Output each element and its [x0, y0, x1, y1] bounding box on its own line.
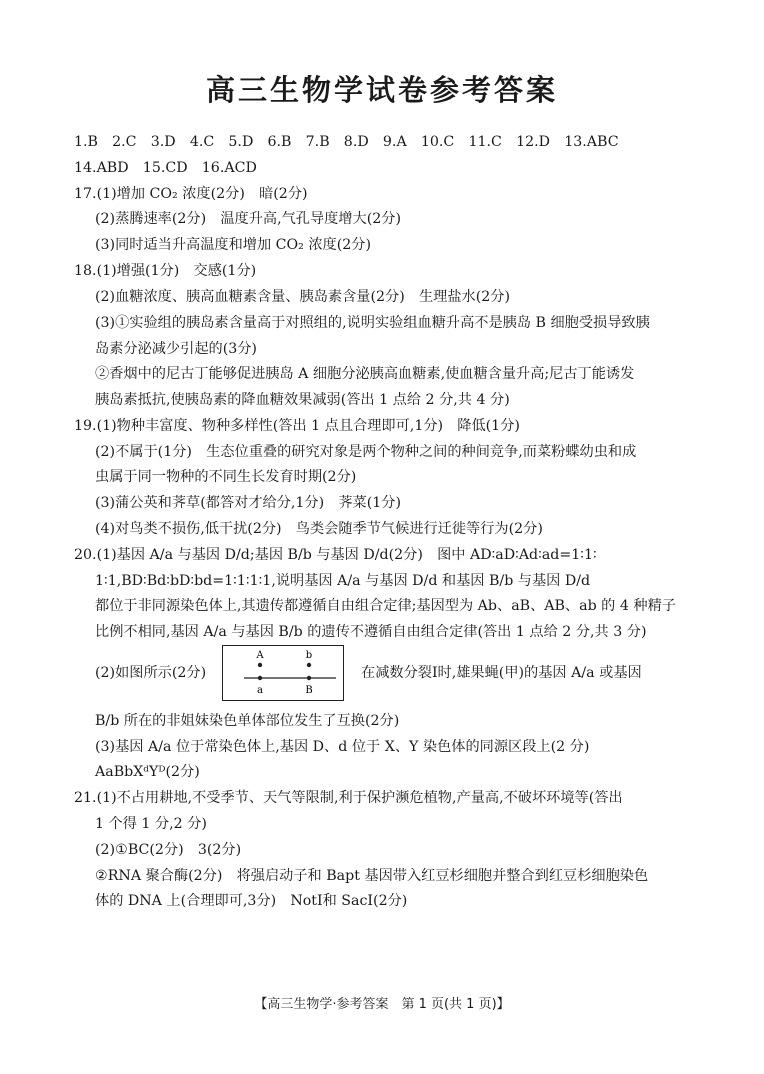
answer-line-q19-5: (4)对鸟类不损伤,低干扰(2分) 鸟类会随季节气候进行迁徙等行为(2分): [95, 521, 543, 537]
answer-line-q18-6: 胰岛素抵抗,使胰岛素的降血糖效果减弱(答出 1 点给 2 分,共 4 分): [95, 392, 510, 408]
answer-line-q20-diagram-text: 在减数分裂Ⅰ时,雄果蝇(甲)的基因 A/a 或基因: [361, 665, 642, 681]
answer-line-q21-2: 1 个得 1 分,2 分): [95, 816, 207, 832]
answer-line-q19-1: 19.(1)物种丰富度、物种多样性(答出 1 点且合理即可,1分) 降低(1分): [74, 418, 520, 434]
gene-dot-A: [258, 663, 262, 667]
diagram-frame: [223, 646, 344, 701]
answer-line-mc-2: 14.ABD 15.CD 16.ACD: [74, 160, 257, 176]
answer-line-q20-3: 都位于非同源染色体上,其遗传都遵循自由组合定律;基因型为 Ab、aB、AB、ab 的 4 种精子: [95, 598, 676, 614]
answer-line-q18-5: ②香烟中的尼古丁能够促进胰岛 A 细胞分泌胰高血糖素,使血糖含量升高;尼古丁能诱发: [95, 366, 635, 382]
gene-label-b: b: [305, 650, 313, 661]
gene-label-A: A: [256, 650, 264, 661]
answer-line-q20-7: AaBbXᵈYᴰ(2分): [95, 764, 200, 780]
answer-line-q18-1: 18.(1)增强(1分) 交感(1分): [74, 263, 257, 279]
gene-dot-b: [307, 663, 311, 667]
answer-line-q17-2: (2)蒸腾速率(2分) 温度升高,气孔导度增大(2分): [95, 211, 401, 227]
answer-line-q18-3: (3)①实验组的胰岛素含量高于对照组的,说明实验组血糖升高不是胰岛 B 细胞受损导致胰: [95, 315, 650, 331]
answer-line-q20-1: 20.(1)基因 A/a 与基因 D/d;基因 B/b 与基因 D/d(2分) 图中 AD∶aD∶Ad∶ad=1∶1∶: [74, 547, 597, 563]
answer-line-q20-6: (3)基因 A/a 位于常染色体上,基因 D、d 位于 X、Y 染色体的同源区段上(2 分): [95, 739, 590, 755]
answer-line-q21-5: 体的 DNA 上(合理即可,3分) NotⅠ和 SacⅠ(2分): [95, 893, 408, 909]
page-footer: 【高三生物学·参考答案 第 1 页(共 1 页)】: [254, 997, 510, 1012]
answer-line-q18-4: 岛素分泌减少引起的(3分): [95, 341, 257, 357]
gene-dot-a: [258, 676, 262, 680]
chromosome-diagram: [222, 645, 344, 701]
answer-line-q19-2: (2)不属于(1分) 生态位重叠的研究对象是两个物种之间的种间竞争,而菜粉蝶幼虫和成: [95, 444, 637, 460]
gene-label-B: B: [305, 685, 313, 696]
page-title: 高三生物学试卷参考答案: [205, 73, 558, 107]
answer-line-q21-1: 21.(1)不占用耕地,不受季节、天气等限制,利于保护濒危植物,产量高,不破坏环境等(答出: [74, 790, 623, 806]
answer-line-q20-2: 1∶1,BD∶Bd∶bD∶bd=1∶1∶1∶1,说明基因 A/a 与基因 D/d 和基因 B/b 与基因 D/d: [95, 573, 591, 589]
answer-line-q18-2: (2)血糖浓度、胰高血糖素含量、胰岛素含量(2分) 生理盐水(2分): [95, 289, 510, 305]
answer-line-q20-diagram-label: (2)如图所示(2分): [95, 665, 207, 681]
answer-line-q17-1: 17.(1)增加 CO₂ 浓度(2分) 暗(2分): [74, 186, 308, 202]
answer-line-q21-4: ②RNA 聚合酶(2分) 将强启动子和 Bapt 基因带入红豆杉细胞并整合到红豆杉细胞染色: [95, 868, 649, 884]
answer-line-q20-4: 比例不相同,基因 A/a 与基因 B/b 的遗传不遵循自由组合定律(答出 1 点给 2 分,共 3 分): [95, 624, 647, 640]
answer-line-q17-3: (3)同时适当升高温度和增加 CO₂ 浓度(2分): [95, 237, 372, 253]
answer-line-q20-5: B/b 所在的非姐妹染色单体部位发生了互换(2分): [95, 713, 400, 729]
answer-line-q19-4: (3)蒲公英和荠草(都答对才给分,1分) 荠菜(1分): [95, 495, 401, 511]
gene-label-a: a: [257, 685, 263, 696]
gene-dot-B: [307, 676, 311, 680]
answer-line-q19-3: 虫属于同一物种的不同生长发育时期(2分): [95, 469, 357, 485]
answer-line-mc-1: 1.B 2.C 3.D 4.C 5.D 6.B 7.B 8.D 9.A 10.C 11.C 12.D 13.ABC: [74, 134, 619, 150]
answer-line-q21-3: (2)①BC(2分) 3(2分): [95, 842, 242, 858]
